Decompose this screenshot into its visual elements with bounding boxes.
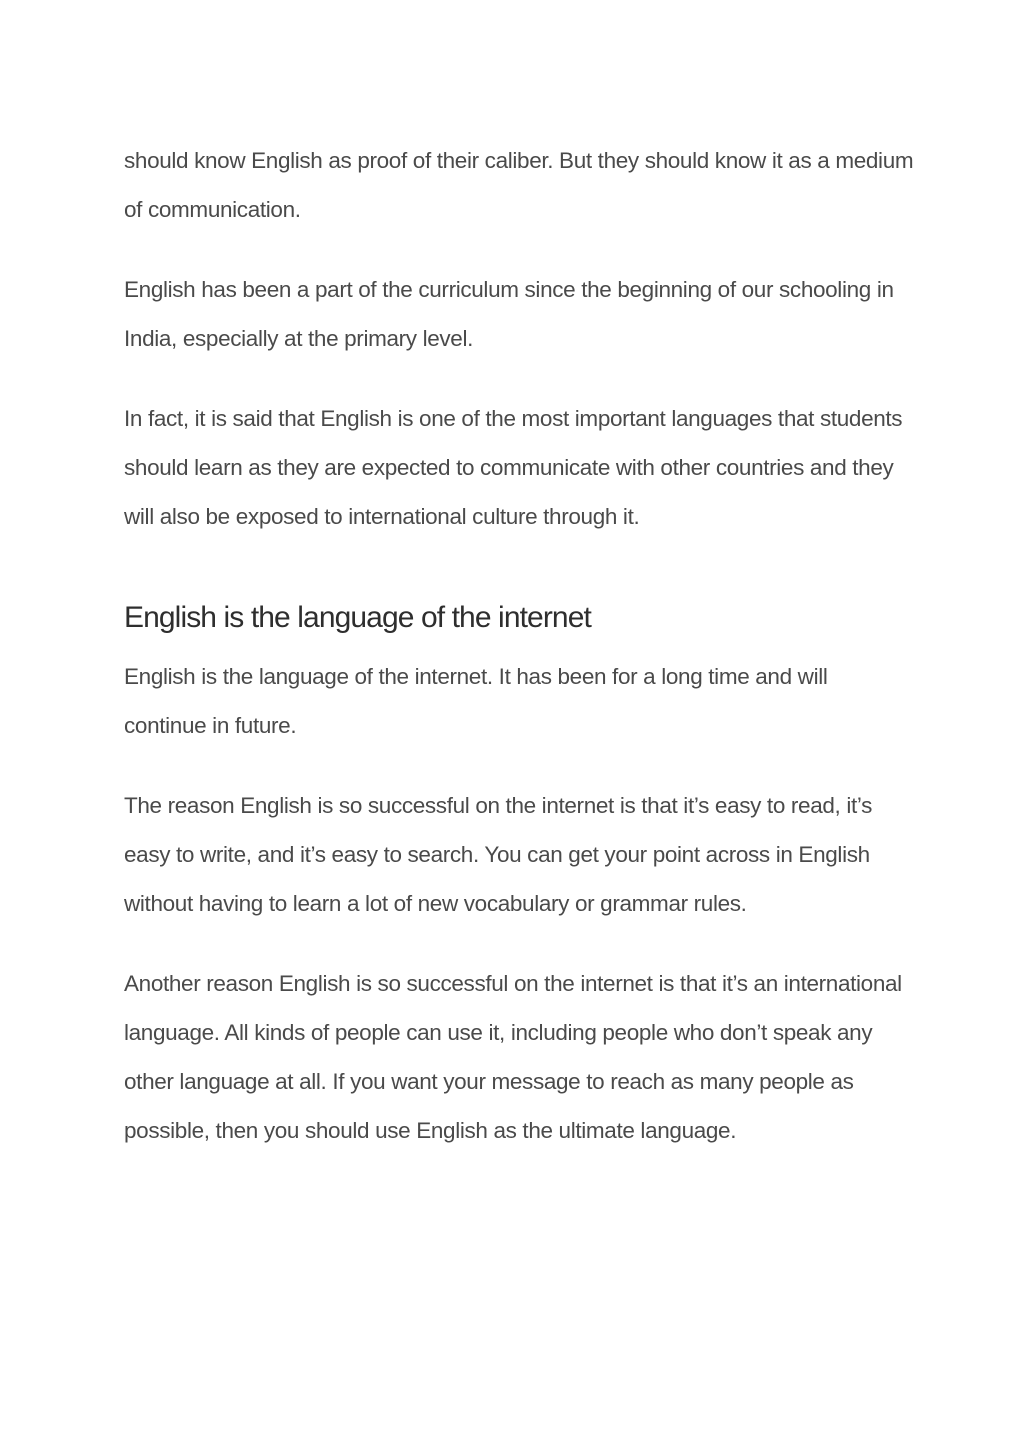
paragraph-reason-international: Another reason English is so successful on the internet is that it’s an international language. All kinds of people can use it, including people who don’t speak any other language at all. If you want your message to reach as many people as possible, then you should use English as the ultimate language. (124, 971, 902, 1143)
paragraph-reason-easy: The reason English is so successful on the internet is that it’s easy to read, it’s easy to write, and it’s easy to search. You can get your point across in English without having to learn a lot of new vocabulary or grammar rules. (124, 793, 873, 916)
paragraph-curriculum: English has been a part of the curriculum since the beginning of our schooling in India, especially at the primary level. (124, 277, 894, 351)
paragraph-internet-language: English is the language of the internet. It has been for a long time and will continue in future. (124, 664, 828, 738)
paragraph-caliber: should know English as proof of their caliber. But they should know it as a medium of communication. (124, 148, 914, 222)
paragraph-important-language: In fact, it is said that English is one of the most important languages that students should learn as they are expected to communicate with other countries and they will also be exposed to international culture through it. (124, 406, 903, 529)
section-heading: English is the language of the internet (124, 601, 591, 634)
document-page (124, 136, 914, 1186)
